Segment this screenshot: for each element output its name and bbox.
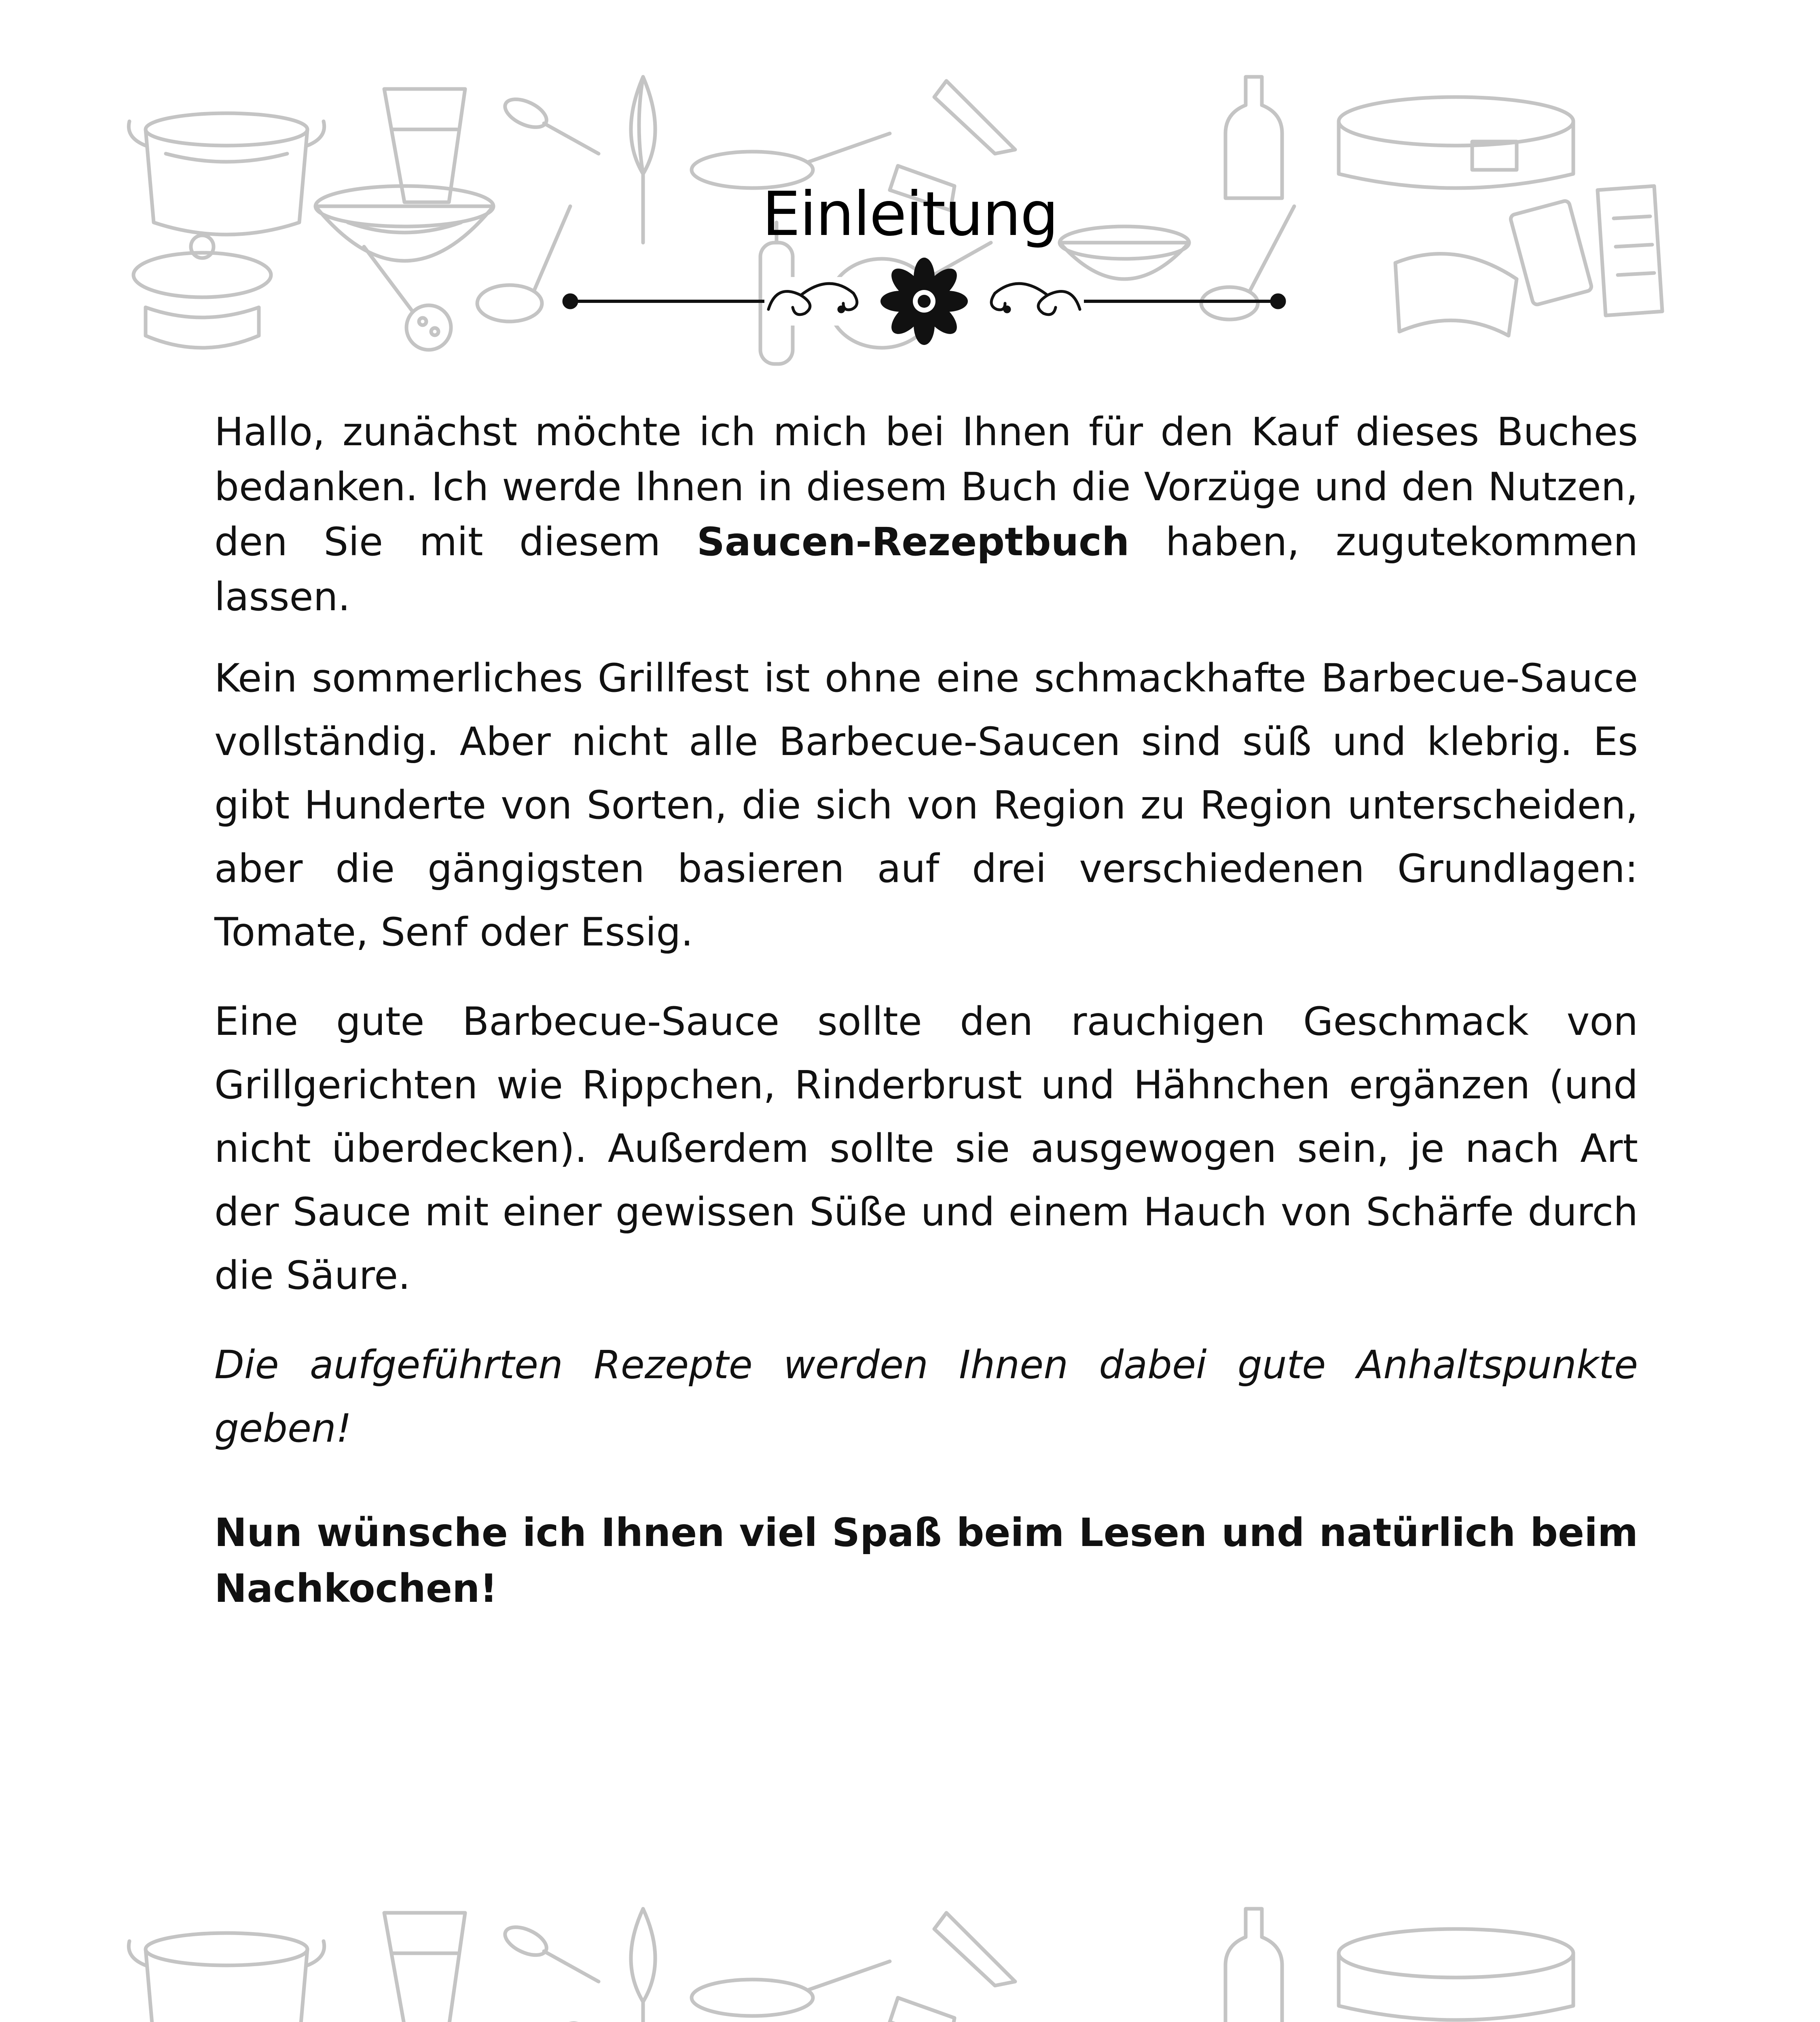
title-divider xyxy=(562,249,1286,346)
knife-icon xyxy=(890,1913,1015,2022)
closing-line: Nun wünsche ich Ihnen viel Spaß beim Lesen und natürlich beim Nachkochen! xyxy=(214,1510,1638,1611)
spoon-icon xyxy=(501,93,599,154)
spoon-icon xyxy=(501,1921,599,1982)
paragraph-bbq-sauce-varieties: Kein sommerliches Grillfest ist ohne eine schmackhafte Barbecue-Sauce vollständig. Aber nicht alle Barbecue-Saucen sind süß und klebrig. Es gibt Hunderte von Sorten, die sich von Region zu Region unterscheiden, aber die gängigsten basieren auf drei verschiedenen Grundlagen: Tomate, Senf oder Essig. xyxy=(214,656,1638,955)
intro-text-end: haben, zugutekommen lassen. xyxy=(214,519,1638,620)
whisk-icon xyxy=(631,1909,655,2022)
recipe-paper-icon xyxy=(1395,254,1517,336)
cake-tin-icon xyxy=(1339,1929,1573,2020)
flower-ornament-icon xyxy=(880,258,968,345)
frying-pan-icon xyxy=(692,1961,890,2016)
rolling-pin-icon xyxy=(553,2020,620,2022)
intro-paragraph xyxy=(214,404,1638,624)
intro-text-start: Hallo, zunächst möchte ich mich bei Ihnen für den Kauf dieses Buches bedanken. Ich werde Ihnen in diesem Buch die Vorzüge und den Nutzen, den Sie mit diesem xyxy=(214,409,1638,565)
paragraph-good-bbq-sauce: Eine gute Barbecue-Sauce sollte den rauchigen Geschmack von Grillgerichten wie Rippchen, Rinderbrust und Hähnchen ergänzen (und nicht überdecken). Außerdem sollte sie ausgewogen sein, je nach Art der Sauce mit einer gewissen Süße und einem Hauch von Schärfe durch die Säure. xyxy=(214,999,1638,1298)
glass-icon xyxy=(384,1913,465,2022)
page-title: Einleitung xyxy=(762,179,1058,250)
bottle-icon xyxy=(1225,1909,1282,2022)
book-title-emphasis: Saucen-Rezeptbuch xyxy=(696,519,1130,565)
italic-note: Die aufgeführten Rezepte werden Ihnen dabei gute Anhaltspunkte geben! xyxy=(214,1342,1638,1451)
cooking-pot-icon xyxy=(129,1933,324,2022)
kitchen-utensils-decoration-bottom xyxy=(121,1901,1699,2022)
page-body xyxy=(214,404,1638,1616)
